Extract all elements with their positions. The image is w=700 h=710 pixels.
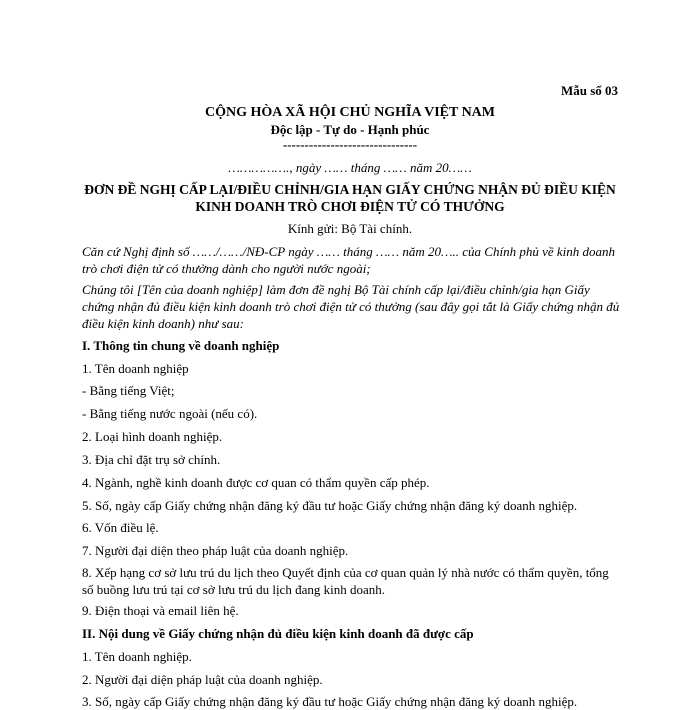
intro-request: Chúng tôi [Tên của doanh nghiệp] làm đơn đề nghị Bộ Tài chính cấp lại/điều chỉnh/gia hạn Giấy chứng nhận đủ điều kiện kinh doanh trò chơi điện tử có thưởng (sau đây gọi tắt là Giấy chứng nhận đủ điều kiện kinh doanh) như sau: [82,282,620,331]
list-item: 2. Loại hình doanh nghiệp. [82,429,223,444]
list-item: 4. Ngành, nghề kinh doanh được cơ quan có thẩm quyền cấp phép. [82,475,430,490]
list-item: 5. Số, ngày cấp Giấy chứng nhận đăng ký đầu tư hoặc Giấy chứng nhận đăng ký doanh nghiệp. [82,498,578,513]
nation-name: CỘNG HÒA XÃ HỘI CHỦ NGHĨA VIỆT NAM [204,105,495,120]
list-item: 8. Xếp hạng cơ sở lưu trú du lịch theo Quyết định của cơ quan quản lý nhà nước có thẩm quyền, tổng số buồng lưu trú tại cơ sở lưu trú du lịch đang kinh doanh. [82,565,609,597]
list-item: 1. Tên doanh nghiệp. [82,649,192,664]
form-number: Mẫu số 03 [560,83,618,98]
list-item: 7. Người đại diện theo pháp luật của doanh nghiệp. [82,543,349,558]
list-item: 1. Tên doanh nghiệp [82,361,189,376]
list-item: 9. Điện thoại và email liên hệ. [82,603,239,618]
list-item: 3. Số, ngày cấp Giấy chứng nhận đăng ký đầu tư hoặc Giấy chứng nhận đăng ký doanh nghiệp. [82,694,578,709]
list-item: - Bằng tiếng Việt; [82,383,175,398]
list-item: 3. Địa chỉ đặt trụ sở chính. [82,452,221,467]
document-title: ĐƠN ĐỀ NGHỊ CẤP LẠI/ĐIỀU CHỈNH/GIA HẠN GIẤY CHỨNG NHẬN ĐỦ ĐIỀU KIỆN KINH DOANH TRÒ CHƠI ĐIỆN TỬ CÓ THƯỞNG [84,182,616,214]
intro-legal-basis: Căn cứ Nghị định số ……/……/NĐ-CP ngày …… tháng …… năm 20….. của Chính phủ về kinh doanh trò chơi điện tử có thưởng dành cho người nước ngoài; [82,244,615,276]
dateline: ……………., ngày …… tháng …… năm 20…… [228,160,472,175]
recipient: Kính gửi: Bộ Tài chính. [287,221,413,236]
national-header [0,104,700,152]
header-rule: ------------------------------- [282,137,418,152]
section-2-heading: II. Nội dung về Giấy chứng nhận đủ điều kiện kinh doanh đã được cấp [82,626,474,641]
national-motto: Độc lập - Tự do - Hạnh phúc [270,122,430,137]
section-1-heading: I. Thông tin chung về doanh nghiệp [82,338,280,353]
list-item: 2. Người đại diện pháp luật của doanh nghiệp. [82,672,323,687]
list-item: - Bằng tiếng nước ngoài (nếu có). [82,406,258,421]
list-item: 6. Vốn điều lệ. [82,520,159,535]
